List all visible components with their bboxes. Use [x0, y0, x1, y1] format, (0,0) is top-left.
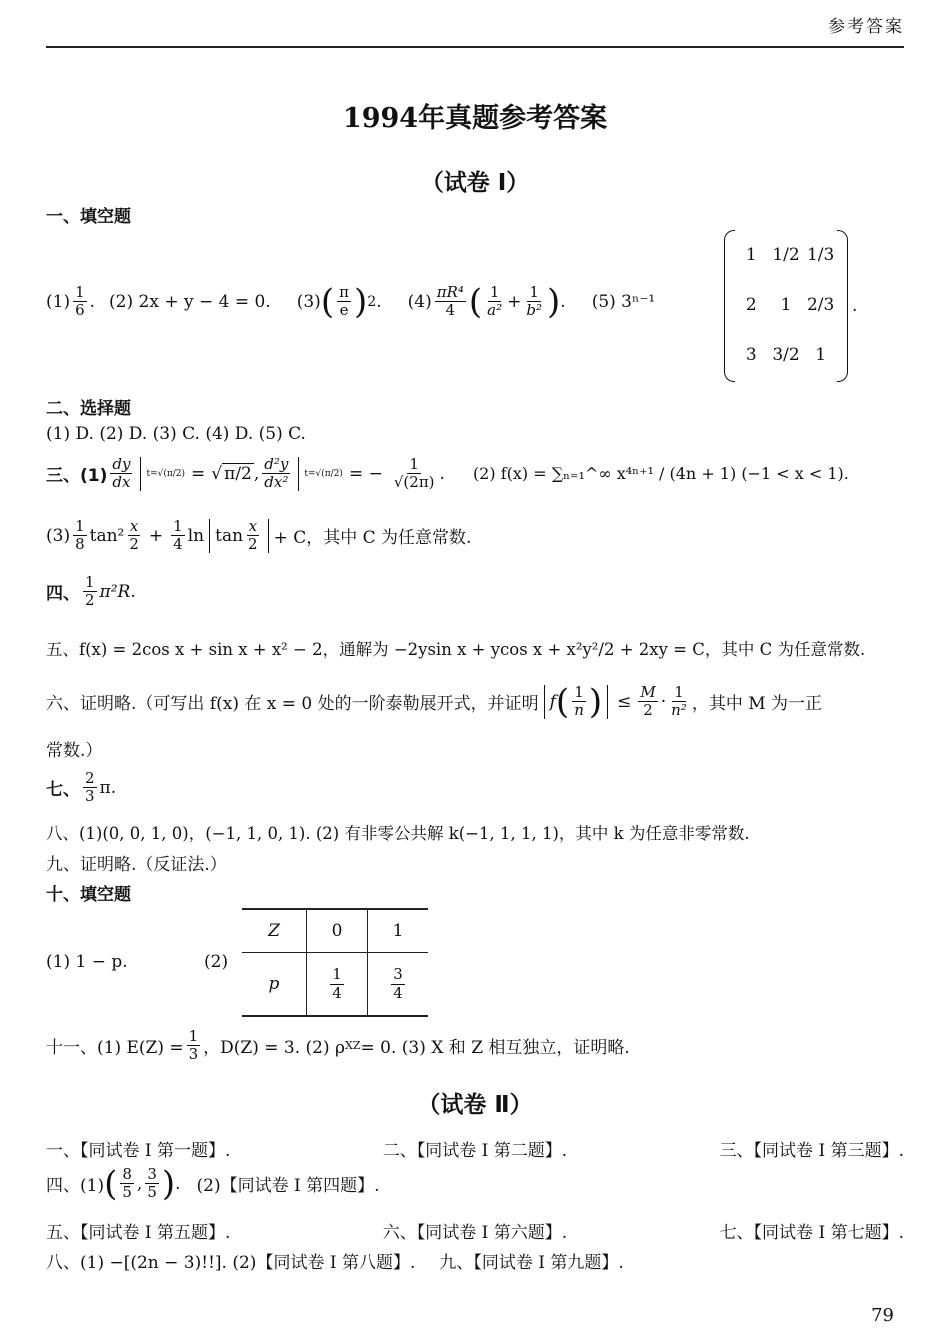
s11-sub: XZ	[345, 1039, 361, 1053]
paper2-line1	[46, 1136, 904, 1161]
matrix-cell: 2	[745, 295, 757, 315]
section3-line1: 三、(1) $\frac{dy}{dx}$ t=√(π/2) = √ π/2 , $\frac{\text{d²y}}{\text{dx²}}$ t=√(π/2) = − $\frac{1}{√(2\pi)}$ . (2) f(x) = ∑ₙ₌₁^∞ x⁴ⁿ⁺¹ / (4n + 1) (−1 < x < 1).	[46, 455, 849, 492]
matrix-period: .	[852, 296, 858, 316]
s3-3-plus: +	[148, 525, 164, 546]
q1-1-fraction: $\frac{1}{6}$	[75, 283, 85, 320]
q1-1-label: (1)	[46, 291, 71, 312]
s4-label: 四、	[46, 584, 80, 605]
section1-heading: 一、填空题	[46, 207, 131, 227]
p2-item-6: 六、【同试卷 Ⅰ 第六题】.	[382, 1223, 568, 1243]
s3-label: 三、(1)	[46, 466, 108, 487]
table-row-p: p	[242, 953, 307, 1017]
matrix-cell: 1/3	[806, 245, 835, 265]
s3-3-label: (3)	[46, 525, 71, 546]
table-cell-v2: $\frac{3}{4}$	[368, 953, 429, 1017]
s3-subscript-2: t=√(π/2)	[304, 468, 343, 479]
p2-item-3: 三、【同试卷 Ⅰ 第三题】.	[719, 1141, 904, 1161]
paper2-heading: （试卷 Ⅱ）	[417, 1092, 533, 1118]
paper2-line2: 四、(1) ( $\frac{8}{5}$ , $\frac{3}{5}$ ) . (2)【同试卷 Ⅰ 第四题】.	[46, 1163, 380, 1204]
s6-le: ≤	[617, 691, 632, 712]
section10-q2-label: (2)	[204, 952, 229, 972]
s11-a: 十一、(1) E(Z) =	[46, 1038, 184, 1059]
matrix-cell: 1	[745, 245, 757, 265]
q1-3-fraction: $\frac{\pi}{e}$	[339, 283, 349, 320]
section2-answers: (1) D. (2) D. (3) C. (4) D. (5) C.	[46, 424, 306, 444]
s6-c: ，其中 M 为一正	[691, 694, 823, 715]
section11: 十一、(1) E(Z) = $\frac{1}{3}$ ，D(Z) = 3. (2) ρ XZ = 0. (3) X 和 Z 相互独立，证明略.	[46, 1027, 630, 1064]
s4-tail: π²R.	[99, 581, 136, 602]
s3-3-tan: tan	[215, 525, 244, 546]
q1-4-fraction: $\frac{\text{πR⁴}}{4}$	[436, 283, 464, 320]
section6-line1: 六、证明略.（可写出 f(x) 在 x = 0 处的一阶泰勒展开式，并证明 f ( $\frac{1}{n}$ ) ≤ $\frac{M}{2}$ · $\frac{1}{\text{n²}}$ ，其中 M 为一正	[46, 681, 823, 722]
distribution-table	[242, 908, 428, 1017]
s11-c: = 0. (3) X 和 Z 相互独立，证明略.	[360, 1038, 630, 1059]
section10-heading: 十、填空题	[46, 885, 131, 905]
matrix-cell: 1	[815, 345, 827, 365]
matrix-cell: 1	[780, 295, 792, 315]
q1-2: (2) 2x + y − 4 = 0.	[109, 291, 271, 312]
table-header-z: Z	[242, 909, 307, 953]
section2-heading: 二、选择题	[46, 399, 131, 419]
q1-4-label: (4)	[407, 291, 432, 312]
s3-dydx: $\frac{dy}{dx}$	[112, 455, 131, 492]
q1-3-label: (3)	[296, 291, 321, 312]
matrix-cell: 1/2	[772, 245, 800, 265]
s3-eq1: =	[191, 463, 206, 484]
table-cell-v1: $\frac{1}{4}$	[307, 953, 368, 1017]
p2-item-9: 九、【同试卷 Ⅰ 第九题】.	[439, 1253, 624, 1273]
section8: 八、(1)(0, 0, 1, 0)，(−1, 1, 0, 1). (2) 有非零公共解 k(−1, 1, 1, 1)，其中 k 为任意非零常数.	[46, 824, 750, 843]
running-title: 参考答案	[828, 17, 904, 37]
paper1-heading: （试卷 Ⅰ）	[420, 170, 530, 196]
p2-item-7: 七、【同试卷 Ⅰ 第七题】.	[719, 1223, 904, 1243]
s7-label: 七、	[46, 780, 80, 801]
s3-sqrt: π/2	[224, 464, 252, 485]
s3-3-ln: ln	[187, 525, 205, 546]
q1-3-exp: 2	[367, 293, 377, 310]
p2-item-1: 一、【同试卷 Ⅰ 第一题】.	[46, 1141, 231, 1161]
p2-item-5: 五、【同试卷 Ⅰ 第五题】.	[46, 1223, 231, 1243]
table-header-1: 1	[368, 909, 429, 953]
s6-a: 六、证明略.（可写出 f(x) 在 x = 0 处的一阶泰勒展开式，并证明	[46, 694, 539, 715]
section10-q1: (1) 1 − p.	[46, 952, 128, 972]
paper2-line4	[46, 1248, 624, 1273]
s3-subscript: t=√(π/2)	[146, 468, 186, 479]
s3-eq2: = −	[348, 463, 383, 484]
section7: 七、 $\frac{2}{3}$ π.	[46, 769, 117, 806]
page-number: 79	[871, 1305, 894, 1326]
answer-matrix	[724, 230, 848, 380]
header-rule	[46, 46, 904, 48]
section5: 五、f(x) = 2cos x + sin x + x² − 2，通解为 −2ysin x + ycos x + x²y²/2 + 2xy = C，其中 C 为任意常数.	[46, 640, 866, 659]
s7-tail: π.	[99, 777, 117, 798]
p2-item-4a: 四、(1)	[46, 1176, 105, 1197]
section6-line2: 常数.）	[46, 741, 103, 761]
matrix-cell: 3	[745, 345, 757, 365]
s3-d2ydx2: $\frac{\text{d²y}}{\text{dx²}}$	[264, 455, 289, 492]
s3-3-tail: + C，其中 C 为任意常数.	[273, 528, 472, 549]
matrix-cell: 2/3	[806, 295, 835, 315]
page-title: 1994年真题参考答案	[342, 103, 608, 134]
s11-b: ，D(Z) = 3. (2) ρ	[203, 1038, 346, 1059]
s3-part2: (2) f(x) = ∑ₙ₌₁^∞ x⁴ⁿ⁺¹ / (4n + 1) (−1 < x < 1).	[472, 464, 849, 484]
answer-1-row: (1) $\frac{1}{6}$ . (2) 2x + y − 4 = 0. (3) ( $\frac{\pi}{e}$ ) 2 . (4) $\frac{\text{πR⁴}}{4}$ ( $\frac{1}{\text{a²}}$ + $\frac{1}{\text{b²}}$ ) . (5) 3ⁿ⁻¹	[46, 281, 656, 322]
p2-item-2: 二、【同试卷 Ⅰ 第二题】.	[382, 1141, 568, 1161]
paper2-line3	[46, 1218, 904, 1243]
q1-4-frac-a: $\frac{1}{\text{a²}}$	[487, 283, 503, 320]
section9: 九、证明略.（反证法.）	[46, 855, 227, 875]
s3-fraction: $\frac{1}{√(2\pi)}$	[393, 455, 435, 492]
p2-item-8: 八、(1) −[(2n − 3)!!]. (2)【同试卷 Ⅰ 第八题】.	[46, 1253, 416, 1273]
p2-item-4b: (2)【同试卷 Ⅰ 第四题】.	[196, 1176, 380, 1197]
s3-3-tan2: tan²	[89, 525, 125, 546]
matrix-cell: 3/2	[772, 345, 800, 365]
q1-4-frac-b: $\frac{1}{\text{b²}}$	[526, 283, 543, 320]
q1-5-label: (5) 3ⁿ⁻¹	[591, 291, 656, 312]
section3-line2: (3) $\frac{1}{8}$ tan² $\frac{x}{2}$ + $\frac{1}{4}$ ln tan $\frac{x}{2}$ + C，其中 C 为任意常数.	[46, 517, 472, 554]
table-header-0: 0	[307, 909, 368, 953]
section4: 四、 $\frac{1}{2}$ π²R.	[46, 573, 136, 610]
